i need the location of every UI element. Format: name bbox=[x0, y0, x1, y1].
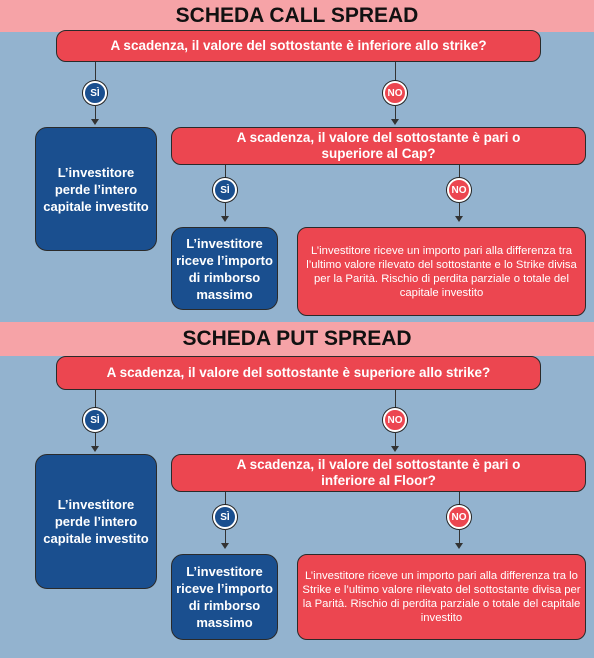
call-result-max-refund bbox=[171, 227, 278, 310]
put-connector bbox=[395, 390, 396, 408]
put-connector bbox=[459, 492, 460, 505]
put-no-label-2: NO bbox=[451, 511, 467, 523]
call-result-total-loss-text: L’investitore perde l’intero capitale investito bbox=[43, 164, 149, 214]
call-connector bbox=[459, 165, 460, 178]
call-question-strike bbox=[56, 30, 541, 62]
put-no-label: NO bbox=[387, 414, 403, 426]
put-connector bbox=[225, 529, 226, 543]
call-connector bbox=[459, 202, 460, 216]
put-question-strike bbox=[56, 356, 541, 390]
put-arrow bbox=[391, 446, 399, 452]
put-result-partial-text: L’investitore riceve un importo pari alla differenza tra lo Strike e l’ultimo valore rilevato del sottostante divisa per la Parità. Rischio di perdita parziale o totale del capitale investito bbox=[302, 570, 581, 624]
put-connector bbox=[225, 492, 226, 505]
put-no-badge-2 bbox=[447, 505, 471, 529]
put-connector bbox=[95, 390, 96, 408]
call-result-total-loss bbox=[35, 127, 157, 251]
call-no-badge bbox=[383, 81, 407, 105]
call-no-badge-2 bbox=[447, 178, 471, 202]
call-question-cap bbox=[171, 127, 586, 165]
call-arrow bbox=[221, 216, 229, 222]
call-result-partial bbox=[297, 227, 586, 316]
put-si-badge bbox=[83, 408, 107, 432]
put-si-label: SÌ bbox=[90, 414, 100, 426]
put-result-total-loss-text: L’investitore perde l’intero capitale investito bbox=[43, 497, 149, 546]
call-connector bbox=[95, 105, 96, 119]
put-title-band bbox=[0, 322, 594, 356]
put-result-max-refund bbox=[171, 554, 278, 640]
call-question-cap-text: A scadenza, il valore del sottostante è pari o superiore al Cap? bbox=[236, 130, 521, 161]
put-arrow bbox=[91, 446, 99, 452]
call-title: SCHEDA CALL SPREAD bbox=[175, 4, 419, 27]
put-result-max-refund-text: L’investitore riceve l’importo di rimborso massimo bbox=[176, 564, 273, 630]
put-connector bbox=[95, 432, 96, 446]
call-result-partial-text: L’investitore riceve un importo pari alla differenza tra l’ultimo valore rilevato del sottostante e lo Strike divisa per la Parità. Rischio di perdita parziale o totale del capitale investito bbox=[306, 244, 577, 299]
call-no-label-2: NO bbox=[451, 184, 467, 196]
put-result-partial bbox=[297, 554, 586, 640]
put-si-label-2: SÌ bbox=[220, 511, 230, 523]
put-question-floor bbox=[171, 454, 586, 492]
call-connector bbox=[95, 62, 96, 81]
put-connector bbox=[459, 529, 460, 543]
call-arrow bbox=[455, 216, 463, 222]
put-arrow bbox=[221, 543, 229, 549]
call-connector bbox=[225, 202, 226, 216]
call-no-label: NO bbox=[387, 87, 403, 99]
call-si-badge-2 bbox=[213, 178, 237, 202]
call-si-badge bbox=[83, 81, 107, 105]
put-si-badge-2 bbox=[213, 505, 237, 529]
put-question-strike-text: A scadenza, il valore del sottostante è superiore allo strike? bbox=[106, 365, 491, 380]
put-arrow bbox=[455, 543, 463, 549]
call-arrow bbox=[391, 119, 399, 125]
call-connector bbox=[395, 105, 396, 119]
call-si-label: SÌ bbox=[90, 87, 100, 99]
call-si-label-2: SÌ bbox=[220, 184, 230, 196]
put-no-badge bbox=[383, 408, 407, 432]
call-connector bbox=[225, 165, 226, 178]
put-question-floor-text: A scadenza, il valore del sottostante è pari o inferiore al Floor? bbox=[236, 457, 521, 488]
put-result-total-loss bbox=[35, 454, 157, 589]
call-connector bbox=[395, 62, 396, 81]
put-connector bbox=[395, 432, 396, 446]
call-title-band bbox=[0, 0, 594, 32]
call-result-max-refund-text: L’investitore riceve l’importo di rimborso massimo bbox=[176, 235, 273, 302]
call-arrow bbox=[91, 119, 99, 125]
put-title: SCHEDA PUT SPREAD bbox=[182, 327, 412, 350]
call-question-strike-text: A scadenza, il valore del sottostante è inferiore allo strike? bbox=[110, 38, 487, 53]
